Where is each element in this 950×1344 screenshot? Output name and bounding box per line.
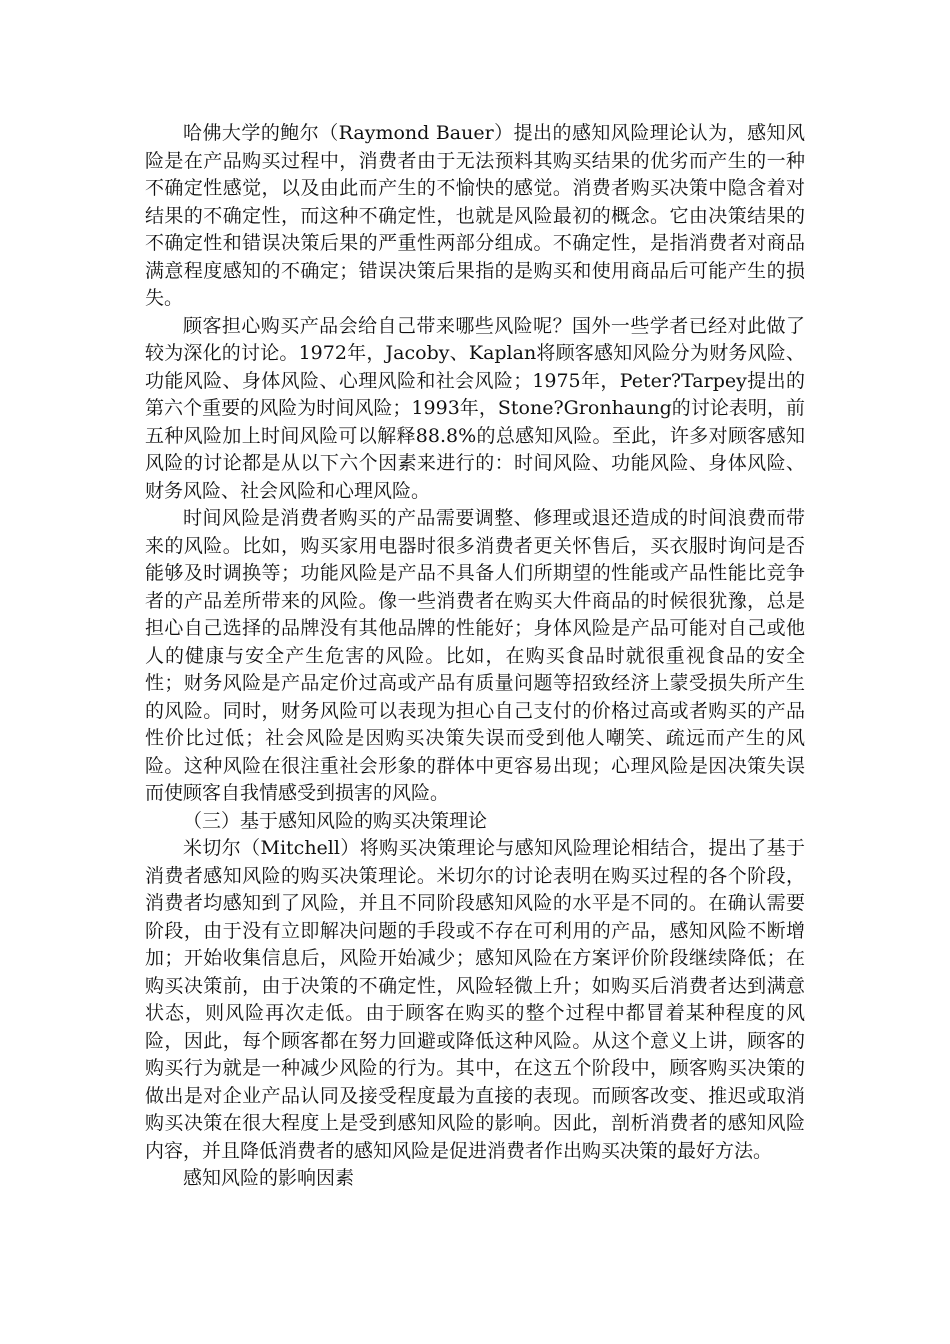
section-heading: （三）基于感知风险的购买决策理论 <box>183 809 488 832</box>
paragraph-mitchell-theory: 米切尔（Mitchell）将购买决策理论与感知风险理论相结合，提出了基于消费者感知风险的购买决策理论。米切尔的讨论表明在购买过程的各个阶段，消费者均感知到了风险，并且不同阶段感知风险的水平是不同的。在确认需要阶段，由于没有立即解决问题的手段或不存在可利用的产品，感知风险不断增加；开始收集信息后，风险开始减少；感知风险在方案评价阶段继续降低；在购买决策前，由于决策的不确定性，风险轻微上升；如购买后消费者达到满意状态，则风险再次走低。由于顾客在购买的整个过程中都冒着某种程度的风险，因此，每个顾客都在努力回避或降低这种风险。从这个意义上讲，顾客的购买行为就是一种减少风险的行为。其中，在这五个阶段中，顾客购买决策的做出是对企业产品认同及接受程度最为直接的表现。而顾客改变、推迟或取消购买决策在很大程度上是受到感知风险的影响。因此，剖析消费者的感知风险内容，并且降低消费者的感知风险是促进消费者作出购买决策的最好方法。 <box>145 837 805 1162</box>
subheading: 感知风险的影响因素 <box>183 1167 355 1189</box>
paragraph-risk-types: 顾客担心购买产品会给自己带来哪些风险呢？国外一些学者已经对此做了较为深化的讨论。1972年，Jacoby、Kaplan将顾客感知风险分为财务风险、功能风险、身体风险、心理风险和社会风险；1975年，Peter?Tarpey提出的第六个重要的风险为时间风险；1993年，Stone?Gronhaung的讨论表明，前五种风险加上时间风险可以解释88.8%的总感知风险。至此，许多对顾客感知风险的讨论都是从以下六个因素来进行的：时间风险、功能风险、身体风险、财务风险、社会风险和心理风险。 <box>145 314 805 502</box>
paragraph-bauer-theory: 哈佛大学的鲍尔（Raymond Bauer）提出的感知风险理论认为，感知风险是在产品购买过程中，消费者由于无法预料其购买结果的优劣而产生的一种不确定性感觉，以及由此而产生的不愉快的感觉。消费者购买决策中隐含着对结果的不确定性，而这种不确定性，也就是风险最初的概念。它由决策结果的不确定性和错误决策后果的严重性两部分组成。不确定性，是指消费者对商品满意程度感知的不确定；错误决策后果指的是购买和使用商品后可能产生的损失。 <box>145 122 805 309</box>
document-body <box>145 120 805 1193</box>
paragraph-risk-definitions: 时间风险是消费者购买的产品需要调整、修理或退还造成的时间浪费而带来的风险。比如，购买家用电器时很多消费者更关怀售后，买衣服时询问是否能够及时调换等；功能风险是产品不具备人们所期望的性能或产品性能比竞争者的产品差所带来的风险。像一些消费者在购买大件商品的时候很犹豫，总是担心自己选择的品牌没有其他品牌的性能好；身体风险是产品可能对自己或他人的健康与安全产生危害的风险。比如，在购买食品时就很重视食品的安全性；财务风险是产品定价过高或产品有质量问题等招致经济上蒙受损失所产生的风险。同时，财务风险可以表现为担心自己支付的价格过高或者购买的产品性价比过低；社会风险是因购买决策失误而受到他人嘲笑、疏远而产生的风险。这种风险在很注重社会形象的群体中更容易出现；心理风险是因决策失误而使顾客自我情感受到损害的风险。 <box>145 507 805 804</box>
